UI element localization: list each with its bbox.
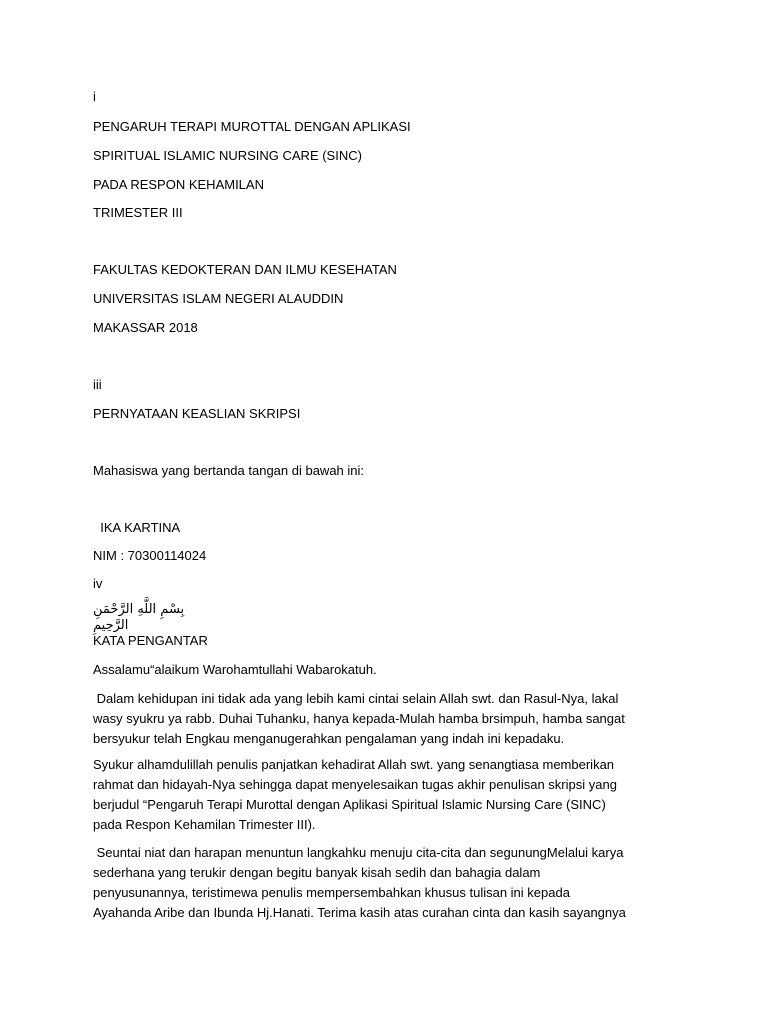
greeting-line: Assalamu“alaikum Warohamtullahi Wabarokatuh.: [93, 662, 377, 677]
page-number-i: i: [93, 89, 96, 104]
student-nim: NIM : 70300114024: [93, 548, 207, 563]
title-line-3: PADA RESPON KEHAMILAN: [93, 177, 264, 192]
paragraph-2-line: rahmat dan hidayah-Nya sehingga dapat menyelesaikan tugas akhir penulisan skripsi yang: [93, 777, 617, 792]
foreword-heading: KATA PENGANTAR: [93, 633, 208, 648]
declaration-heading: PERNYATAAN KEASLIAN SKRIPSI: [93, 406, 301, 421]
paragraph-2-line: pada Respon Kehamilan Trimester III).: [93, 817, 316, 832]
paragraph-3-line: sederhana yang terukir dengan begitu banyak kisah sedih dan bahagia dalam: [93, 865, 541, 880]
paragraph-2: [93, 755, 673, 835]
paragraph-2-line: berjudul “Pengaruh Terapi Murottal dengan Aplikasi Spiritual Islamic Nursing Care (SINC): [93, 797, 606, 812]
page-number-iv: iv: [93, 576, 103, 591]
paragraph-1-line: Dalam kehidupan ini tidak ada yang lebih kami cintai selain Allah swt. dan Rasul-Nya, lakal: [93, 691, 619, 706]
student-name: IKA KARTINA: [93, 520, 181, 535]
title-line-4: TRIMESTER III: [93, 205, 183, 220]
paragraph-1-line: wasy syukru ya rabb. Duhai Tuhanku, hanya kepada-Mulah hamba brsimpuh, hamba sangat: [93, 711, 625, 726]
city-year-line: MAKASSAR 2018: [93, 320, 198, 335]
paragraph-2-line: Syukur alhamdulillah penulis panjatkan kehadirat Allah swt. yang senangtiasa memberikan: [93, 757, 615, 772]
paragraph-1-line: bersyukur telah Engkau menganugerahkan pengalaman yang indah ini kepadaku.: [93, 731, 565, 746]
paragraph-1: [93, 689, 673, 749]
paragraph-3-line: Ayahanda Aribe dan Ibunda Hj.Hanati. Terima kasih atas curahan cinta dan kasih sayangnya: [93, 905, 626, 920]
university-line: UNIVERSITAS ISLAM NEGERI ALAUDDIN: [93, 291, 344, 306]
paragraph-3: [93, 843, 673, 923]
page-number-iii: iii: [93, 377, 102, 392]
title-line-2: SPIRITUAL ISLAMIC NURSING CARE (SINC): [93, 148, 362, 163]
paragraph-3-line: penyusunannya, teristimewa penulis mempersembahkan khusus tulisan ini kepada: [93, 885, 570, 900]
faculty-line: FAKULTAS KEDOKTERAN DAN ILMU KESEHATAN: [93, 262, 397, 277]
paragraph-3-line: Seuntai niat dan harapan menuntun langkahku menuju cita-cita dan segunungMelalui karya: [93, 845, 624, 860]
title-line-1: PENGARUH TERAPI MUROTTAL DENGAN APLIKASI: [93, 119, 411, 134]
bismillah-calligraphy: بِسْمِ اللَّهِ الرَّحْمَنِ الرَّحِيمِ: [93, 602, 185, 633]
declaration-intro: Mahasiswa yang bertanda tangan di bawah ini:: [93, 463, 365, 478]
